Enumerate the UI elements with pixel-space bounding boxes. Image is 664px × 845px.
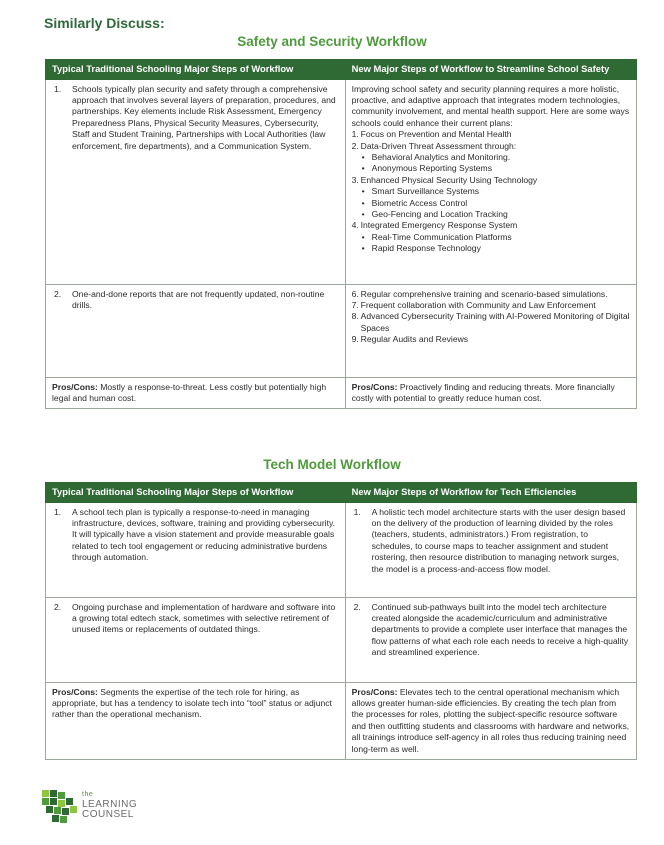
tech-row1-new-text: A holistic tech model architecture starts with the user design based on the delivery of the production of learning divided by the roles (teachers, students, administrators.) From registration, to schedules, to course maps to teacher assignment and student rostering, then resource distribution to managing network surges, the model is a process-and-access flow model.: [371, 506, 626, 574]
logo-square: [42, 798, 49, 805]
list-item: [352, 300, 630, 311]
bullet-text: Biometric Access Control: [371, 197, 468, 208]
pros-cons-text: Mostly a response-to-threat. Less costly but potentially high legal and human cost.: [52, 381, 327, 403]
tech-pros-cons-new: [345, 682, 636, 759]
bullet-item: [362, 232, 630, 243]
safety-pros-cons-new: [345, 377, 636, 409]
list-item: [352, 220, 630, 254]
safety-row2-traditional-cell: [46, 284, 346, 377]
pros-cons-text: Segments the expertise of the tech role for hiring, as appropriate, but has a tendency to isolate tech into “tool” status or adjunct rather than the operational mechanism.: [52, 686, 332, 720]
item-number: 9.: [351, 334, 359, 345]
list-item-text: Frequent collaboration with Community and Law Enforcement: [360, 299, 596, 310]
safety-table-header-row: [46, 60, 637, 80]
bullet-text: Behavioral Analytics and Monitoring.: [371, 151, 511, 162]
safety-pros-cons-traditional: [46, 377, 346, 409]
safety-workflow-table: [45, 59, 637, 409]
logo-square: [66, 798, 73, 805]
learning-counsel-logo: [42, 790, 137, 824]
pros-cons-label: Pros/Cons:: [52, 686, 98, 697]
tech-row2-traditional-cell: [46, 597, 346, 682]
list-item: [352, 175, 630, 221]
sub-bullet-list: [352, 232, 630, 255]
tech-row-2: [46, 597, 637, 682]
safety-row1-traditional-cell: [46, 79, 346, 284]
bullet-icon: •: [361, 151, 365, 162]
tech-section-title: Tech Model Workflow: [263, 457, 401, 472]
bullet-icon: •: [361, 186, 365, 197]
bullet-icon: •: [361, 231, 365, 242]
bullet-icon: •: [361, 197, 365, 208]
list-item: [352, 334, 630, 345]
bullet-text: Real-Time Communication Platforms: [371, 231, 512, 242]
logo-square: [46, 806, 53, 813]
list-item-row: [352, 141, 630, 152]
bullet-icon: •: [361, 163, 365, 174]
logo-text-the: the: [82, 791, 94, 798]
page-heading: Similarly Discuss:: [44, 15, 165, 31]
item-number: 6.: [351, 288, 359, 299]
logo-square: [58, 800, 65, 807]
list-item-row: [352, 175, 630, 186]
bullet-icon: •: [361, 208, 365, 219]
safety-row1-new-intro: Improving school safety and security planning requires a more holistic, proactive, and adaptive approach that integrates modern technologies, community involvement, and mental health support. Here are some ways schools could enhance their current plans:: [351, 83, 630, 128]
item-number: 1.: [351, 129, 359, 140]
pros-cons-label: Pros/Cons:: [351, 686, 398, 697]
bullet-item: [362, 163, 630, 174]
list-item: [352, 129, 630, 140]
item-number: 2.: [54, 288, 62, 299]
bullet-icon: •: [361, 243, 365, 254]
list-item-text: Focus on Prevention and Mental Health: [360, 129, 512, 140]
logo-wordmark: [82, 790, 137, 820]
item-number: 3.: [351, 174, 359, 185]
safety-header-traditional: Typical Traditional Schooling Major Steps of Workflow: [46, 60, 346, 80]
tech-table-header-row: [46, 483, 637, 503]
list-item-text: Data-Driven Threat Assessment through:: [360, 140, 517, 151]
tech-row2-new-cell: [345, 597, 636, 682]
item-number: 8.: [351, 311, 359, 322]
safety-pros-cons-row: [46, 377, 637, 409]
bullet-item: [362, 209, 630, 220]
tech-pros-cons-traditional: [46, 682, 346, 759]
tech-row-1: [46, 502, 637, 597]
sub-bullet-list: [352, 152, 630, 175]
safety-section-title: Safety and Security Workflow: [237, 34, 427, 49]
logo-square: [60, 816, 67, 823]
pros-cons-text: Proactively finding and reducing threats. More financially costly with potential to greatly reduce human cost.: [351, 381, 615, 403]
item-number: 2.: [351, 140, 359, 151]
bullet-item: [362, 152, 630, 163]
bullet-item: [362, 243, 630, 254]
bullet-text: Rapid Response Technology: [371, 243, 481, 254]
safety-row2-new-cell: [345, 284, 636, 377]
list-item-text: Regular comprehensive training and scenario-based simulations.: [360, 288, 608, 299]
logo-square: [54, 807, 61, 814]
pros-cons-label: Pros/Cons:: [52, 381, 98, 392]
item-number: 7.: [351, 299, 359, 310]
tech-pros-cons-row: [46, 682, 637, 759]
tech-row1-new-cell: [345, 502, 636, 597]
list-item-row: [352, 129, 630, 140]
item-number: 4.: [351, 220, 359, 231]
tech-header-new: New Major Steps of Workflow for Tech Efficiencies: [345, 483, 636, 503]
item-number: 1.: [54, 83, 62, 94]
item-number: 2.: [353, 601, 361, 612]
bullet-item: [362, 198, 630, 209]
list-item-text: Advanced Cybersecurity Training with AI-Powered Monitoring of Digital Spaces: [360, 311, 630, 333]
safety-improvements-list: [352, 129, 630, 254]
tech-workflow-table: [45, 482, 637, 760]
safety-row-2: [46, 284, 637, 377]
item-number: 1.: [353, 506, 361, 517]
logo-text-counsel: COUNSEL: [82, 809, 134, 820]
logo-square: [62, 808, 69, 815]
bullet-text: Geo-Fencing and Location Tracking: [371, 208, 508, 219]
tech-header-traditional: Typical Traditional Schooling Major Steps of Workflow: [46, 483, 346, 503]
tech-row1-traditional-cell: [46, 502, 346, 597]
list-item-text: Enhanced Physical Security Using Technology: [360, 174, 538, 185]
logo-square: [52, 815, 59, 822]
list-item-text: Integrated Emergency Response System: [360, 220, 518, 231]
sub-bullet-list: [352, 186, 630, 220]
bullet-item: [362, 186, 630, 197]
list-item: [352, 141, 630, 175]
safety-row-1: [46, 79, 637, 284]
list-item-row: [352, 220, 630, 231]
logo-square: [42, 790, 49, 797]
item-number: 2.: [54, 601, 62, 612]
bullet-text: Anonymous Reporting Systems: [371, 163, 492, 174]
pros-cons-label: Pros/Cons:: [351, 381, 398, 392]
list-item-text: Regular Audits and Reviews: [360, 334, 469, 345]
safety-header-new: New Major Steps of Workflow to Streamline School Safety: [345, 60, 636, 80]
tech-row2-new-text: Continued sub-pathways built into the model tech architecture created alongside the academic/curriculum and administrative departments to provide a complete user interface that manages the flow patterns of what each role each needs to receive a high-quality and streamlined experience.: [371, 601, 629, 658]
logo-square: [50, 798, 57, 805]
logo-mark-icon: [42, 790, 78, 824]
item-number: 1.: [54, 506, 62, 517]
list-item: [352, 311, 630, 334]
tech-row1-traditional-text: A school tech plan is typically a response-to-need in managing infrastructure, devices, software, training and providing cybersecurity. It will typically have a vision statement and provide measurable goals related to tech tool engagement or reducing administrative burdens through automation.: [72, 506, 336, 563]
logo-square: [50, 790, 57, 797]
safety-row1-new-cell: [345, 79, 636, 284]
safety-improvements-list-continued: [352, 289, 630, 346]
safety-row1-traditional-text: Schools typically plan security and safety through a comprehensive approach that involves several layers of preparation, procedures, and partnerships. Key elements include Risk Assessment, Emergency Preparedness Plans, Physical Security Measures, Cybersecurity, Staff and Student Training, Partnerships with Local Authorities (law enforcement, fire departments), and a Communication System.: [72, 83, 336, 151]
bullet-text: Smart Surveillance Systems: [371, 186, 480, 197]
logo-square: [58, 792, 65, 799]
logo-square: [70, 806, 77, 813]
pros-cons-text: Elevates tech to the central operational mechanism which allows greater human-side efficiencies. By creating the tech plan from the processes for roles, plotting the subject-specific resource software and then outfitting students and classrooms with hardware and networks, all trainings introduce self-agency in all roles thus reducing training need long-term as well.: [351, 686, 630, 754]
logo-text-learning: LEARNING: [82, 799, 138, 810]
tech-row2-traditional-text: Ongoing purchase and implementation of hardware and software into a growing total edtech stack, sometimes with selective retirement of unused items or replacements of outdated things.: [72, 601, 336, 635]
safety-row2-traditional-text: One-and-done reports that are not frequently updated, non-routine drills.: [72, 288, 325, 310]
list-item: [352, 289, 630, 300]
